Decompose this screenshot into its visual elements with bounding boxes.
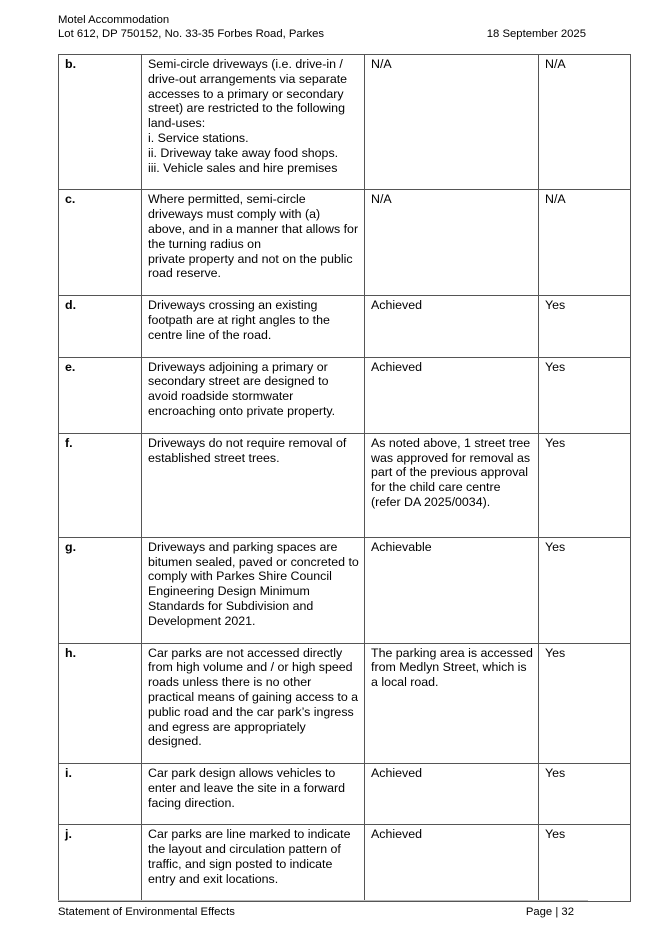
row-id: e. bbox=[59, 357, 142, 433]
row-id: b. bbox=[59, 55, 142, 190]
table-row bbox=[59, 55, 631, 190]
requirement-cell: Car parks are line marked to indicate the layout and circulation pattern of traffic, and sign posted to indicate entry and exit locations. bbox=[142, 825, 365, 901]
site-address: Lot 612, DP 750152, No. 33-35 Forbes Road, Parkes bbox=[58, 28, 325, 40]
response-cell: Achievable bbox=[365, 537, 539, 643]
requirement-cell: Driveways do not require removal of established street trees. bbox=[142, 433, 365, 537]
response-cell: Achieved bbox=[365, 357, 539, 433]
requirement-cell: Car park design allows vehicles to enter and leave the site in a forward facing direction. bbox=[142, 764, 365, 825]
response-cell: Achieved bbox=[365, 296, 539, 357]
footer-document-name: Statement of Environmental Effects bbox=[58, 906, 235, 918]
document-date: 18 September 2025 bbox=[486, 28, 586, 40]
complies-cell: Yes bbox=[539, 537, 631, 643]
response-cell: N/A bbox=[365, 55, 539, 190]
complies-cell: Yes bbox=[539, 296, 631, 357]
table-row bbox=[59, 764, 631, 825]
response-cell: As noted above, 1 street tree was approved for removal as part of the previous approval for the child care centre (refer DA 2025/0034). bbox=[365, 433, 539, 537]
complies-cell: N/A bbox=[539, 190, 631, 296]
complies-cell: Yes bbox=[539, 357, 631, 433]
table-row bbox=[59, 296, 631, 357]
row-id: h. bbox=[59, 643, 142, 764]
complies-cell: Yes bbox=[539, 433, 631, 537]
table-row bbox=[59, 537, 631, 643]
compliance-table-container bbox=[58, 54, 630, 902]
header-line bbox=[58, 27, 586, 41]
table-row bbox=[59, 433, 631, 537]
row-id: i. bbox=[59, 764, 142, 825]
response-cell: The parking area is accessed from Medlyn Street, which is a local road. bbox=[365, 643, 539, 764]
row-id: d. bbox=[59, 296, 142, 357]
complies-cell: Yes bbox=[539, 764, 631, 825]
complies-cell: Yes bbox=[539, 825, 631, 901]
row-id: j. bbox=[59, 825, 142, 901]
requirement-cell: Driveways adjoining a primary or secondary street are designed to avoid roadside stormwater encroaching onto private property. bbox=[142, 357, 365, 433]
page-header bbox=[58, 13, 586, 41]
complies-cell: Yes bbox=[539, 643, 631, 764]
row-id: f. bbox=[59, 433, 142, 537]
document-title: Motel Accommodation bbox=[58, 14, 170, 26]
row-id: c. bbox=[59, 190, 142, 296]
requirement-cell: Car parks are not accessed directly from high volume and / or high speed roads unless there is no other practical means of gaining access to a public road and the car park’s ingress and egress are appropriately designed. bbox=[142, 643, 365, 764]
table-row bbox=[59, 643, 631, 764]
table-row bbox=[59, 825, 631, 901]
complies-cell: N/A bbox=[539, 55, 631, 190]
compliance-table bbox=[58, 54, 631, 902]
requirement-cell: Driveways and parking spaces are bitumen sealed, paved or concreted to comply with Parkes Shire Council Engineering Design Minimum Standards for Subdivision and Development 2021. bbox=[142, 537, 365, 643]
response-cell: Achieved bbox=[365, 764, 539, 825]
footer-divider bbox=[58, 900, 588, 901]
requirement-cell: Where permitted, semi-circle driveways must comply with (a) above, and in a manner that allows for the turning radius on private property and not on the public road reserve. bbox=[142, 190, 365, 296]
response-cell: N/A bbox=[365, 190, 539, 296]
table-row bbox=[59, 357, 631, 433]
row-id: g. bbox=[59, 537, 142, 643]
table-row bbox=[59, 190, 631, 296]
requirement-cell: Semi-circle driveways (i.e. drive-in / drive-out arrangements via separate accesses to a primary or secondary street) are restricted to the following land-uses: i. Service stations. ii. Driveway take away food shops. iii. Vehicle sales and hire premises bbox=[142, 55, 365, 190]
requirement-cell: Driveways crossing an existing footpath are at right angles to the centre line of the road. bbox=[142, 296, 365, 357]
page-footer bbox=[58, 906, 574, 918]
page-number: Page | 32 bbox=[525, 906, 574, 918]
response-cell: Achieved bbox=[365, 825, 539, 901]
